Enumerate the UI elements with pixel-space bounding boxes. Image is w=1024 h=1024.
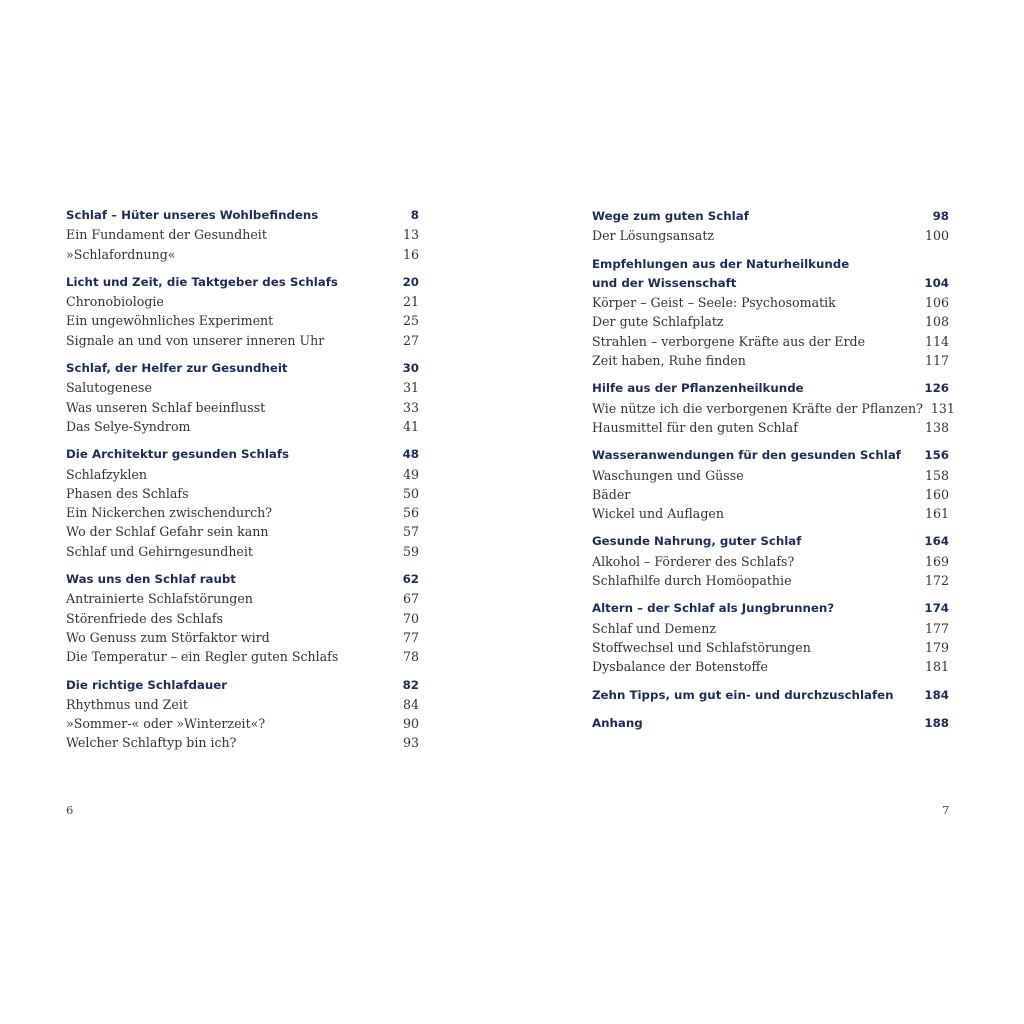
toc-entry-page: 117 — [924, 353, 949, 369]
toc-chapter — [66, 570, 419, 666]
toc-right — [592, 207, 955, 742]
toc-entry — [66, 311, 419, 330]
toc-entry-page: 169 — [924, 553, 949, 569]
chapter-heading — [592, 274, 949, 293]
toc-entry — [592, 226, 949, 245]
chapter-heading-page: 184 — [924, 687, 949, 702]
chapter-heading-title: Die richtige Schlafdauer — [66, 677, 228, 692]
chapter-heading — [592, 599, 949, 618]
chapter-heading-title: Hilfe aus der Pflanzenheilkunde — [592, 381, 804, 396]
toc-entry — [66, 417, 419, 436]
toc-entry-title: Schlafhilfe durch Homöopathie — [592, 573, 792, 589]
toc-entry-page: 27 — [402, 332, 419, 348]
toc-entry-title: Schlaf und Demenz — [592, 620, 716, 636]
toc-entry-title: Ein ungewöhnliches Experiment — [66, 313, 274, 329]
toc-entry-page: 50 — [402, 485, 419, 501]
toc-chapter — [592, 599, 949, 676]
chapter-heading-title: Altern – der Schlaf als Jungbrunnen? — [592, 601, 835, 616]
toc-entry-title: Wo der Schlaf Gefahr sein kann — [66, 524, 269, 540]
chapter-heading-title: Schlaf – Hüter unseres Wohlbefindens — [66, 208, 319, 222]
toc-entry — [66, 484, 419, 503]
toc-entry-title: Chronobiologie — [66, 294, 164, 310]
chapter-heading — [66, 445, 419, 464]
toc-entry-page: 21 — [402, 294, 419, 310]
toc-entry — [66, 398, 419, 417]
toc-chapter — [592, 255, 949, 371]
toc-entry-page: 25 — [402, 313, 419, 329]
chapter-heading-title: und der Wissenschaft — [592, 275, 737, 290]
toc-entry — [592, 504, 949, 523]
chapter-heading — [592, 714, 949, 733]
chapter-heading-title: Was uns den Schlaf raubt — [66, 572, 236, 587]
toc-entry-page: 179 — [924, 639, 949, 655]
toc-entry-page: 84 — [402, 696, 419, 712]
toc-entry — [66, 331, 419, 350]
chapter-heading — [592, 532, 949, 551]
toc-entry-title: »Sommer-« oder »Winterzeit«? — [66, 716, 266, 732]
toc-entry-title: Der gute Schlafplatz — [592, 314, 724, 330]
chapter-heading-title: Die Architektur gesunden Schlafs — [66, 447, 290, 462]
chapter-heading-page: 30 — [402, 361, 419, 376]
page-number: 7 — [942, 803, 950, 817]
chapter-heading-title: Zehn Tipps, um gut ein- und durchzuschlafen — [592, 687, 894, 702]
toc-entry-page: 70 — [402, 610, 419, 626]
toc-entry-title: Signale an und von unserer inneren Uhr — [66, 332, 325, 348]
chapter-heading — [592, 255, 949, 274]
chapter-heading-page: 156 — [924, 448, 949, 463]
toc-entry-title: Stoffwechsel und Schlafstörungen — [592, 639, 811, 655]
toc-entry — [66, 695, 419, 714]
toc-entry — [66, 465, 419, 484]
chapter-heading-title: Gesunde Nahrung, guter Schlaf — [592, 534, 802, 549]
toc-entry — [66, 245, 419, 264]
chapter-heading-title: Schlaf, der Helfer zur Gesundheit — [66, 361, 288, 376]
toc-entry-page: 78 — [402, 649, 419, 665]
toc-entry-title: Ein Fundament der Gesundheit — [66, 227, 267, 243]
toc-entry-page: 49 — [402, 466, 419, 482]
toc-entry — [66, 733, 419, 752]
toc-entry-title: Waschungen und Güsse — [592, 467, 744, 483]
toc-entry-title: Salutogenese — [66, 380, 152, 396]
toc-chapter — [592, 714, 949, 733]
toc-entry-page: 138 — [924, 419, 949, 435]
toc-entry — [592, 485, 949, 504]
chapter-heading — [592, 207, 949, 226]
chapter-heading — [66, 676, 419, 695]
toc-entry-page: 106 — [924, 295, 949, 311]
toc-entry-title: Wickel und Auflagen — [592, 506, 724, 522]
toc-chapter — [66, 359, 419, 436]
chapter-heading — [592, 686, 949, 705]
toc-entry-title: Körper – Geist – Seele: Psychosomatik — [592, 295, 836, 311]
toc-entry-page: 181 — [924, 659, 949, 675]
chapter-heading-title: Licht und Zeit, die Taktgeber des Schlafs — [66, 274, 338, 289]
toc-entry-page: 67 — [402, 591, 419, 607]
toc-entry-page: 56 — [402, 505, 419, 521]
toc-entry — [592, 571, 949, 590]
toc-entry-title: Die Temperatur – ein Regler guten Schlafs — [66, 649, 339, 665]
toc-entry — [66, 542, 419, 561]
toc-entry-page: 31 — [402, 380, 419, 396]
chapter-heading-page: 98 — [932, 209, 949, 223]
toc-entry-title: Welcher Schlaftyp bin ich? — [66, 735, 237, 751]
chapter-heading-page: 48 — [402, 447, 419, 462]
toc-entry — [592, 351, 949, 370]
chapter-heading — [592, 379, 949, 398]
toc-entry-title: Schlafzyklen — [66, 466, 147, 482]
toc-entry — [66, 522, 419, 541]
chapter-heading-page: 82 — [402, 677, 419, 692]
toc-entry — [592, 466, 949, 485]
toc-chapter — [592, 207, 949, 246]
toc-entry — [592, 638, 949, 657]
toc-entry-title: Störenfriede des Schlafs — [66, 610, 223, 626]
toc-entry — [66, 589, 419, 608]
right-page — [512, 0, 1024, 1024]
chapter-heading-page: 20 — [402, 274, 419, 289]
toc-chapter — [66, 206, 419, 264]
toc-entry-page: 59 — [402, 543, 419, 559]
toc-entry-page: 108 — [924, 314, 949, 330]
toc-chapter — [66, 273, 419, 350]
toc-entry-title: Rhythmus und Zeit — [66, 696, 188, 712]
toc-entry-title: Strahlen – verborgene Kräfte aus der Erde — [592, 333, 866, 349]
toc-entry — [66, 292, 419, 311]
toc-entry-page: 177 — [924, 620, 949, 636]
toc-entry-page: 158 — [924, 467, 949, 483]
toc-entry-title: Wo Genuss zum Störfaktor wird — [66, 629, 270, 645]
toc-entry — [66, 647, 419, 666]
toc-entry — [592, 619, 949, 638]
toc-entry — [66, 503, 419, 522]
toc-entry-title: Wie nütze ich die verborgenen Kräfte der Pflanzen? — [592, 400, 923, 416]
toc-entry-title: Alkohol – Förderer des Schlafs? — [592, 553, 795, 569]
toc-entry — [66, 714, 419, 733]
toc-entry-title: Zeit haben, Ruhe finden — [592, 353, 746, 369]
toc-entry-title: »Schlafordnung« — [66, 246, 176, 262]
toc-chapter — [592, 686, 949, 705]
chapter-heading-page: 164 — [924, 534, 949, 549]
toc-chapter — [592, 379, 955, 437]
toc-chapter — [66, 445, 419, 561]
toc-entry-page: 131 — [930, 400, 955, 416]
chapter-heading — [592, 446, 949, 465]
toc-entry-page: 161 — [924, 506, 949, 522]
chapter-heading-page: 62 — [402, 572, 419, 587]
toc-entry-page: 93 — [402, 735, 419, 751]
chapter-heading-page: 174 — [924, 601, 949, 616]
toc-entry-title: Bäder — [592, 486, 631, 502]
chapter-heading-title: Empfehlungen aus der Naturheilkunde — [592, 256, 850, 271]
page-number: 6 — [66, 803, 74, 817]
toc-entry-page: 57 — [402, 524, 419, 540]
chapter-heading-title: Wege zum guten Schlaf — [592, 209, 749, 223]
toc-entry-title: Hausmittel für den guten Schlaf — [592, 419, 798, 435]
chapter-heading-page: 188 — [924, 715, 949, 730]
toc-entry — [592, 552, 949, 571]
toc-entry-page: 90 — [402, 716, 419, 732]
chapter-heading-page: 8 — [410, 208, 419, 222]
chapter-heading-page: 104 — [924, 275, 949, 290]
toc-entry — [66, 628, 419, 647]
toc-entry-title: Dysbalance der Botenstoffe — [592, 659, 768, 675]
toc-entry — [592, 293, 949, 312]
toc-entry-page: 100 — [924, 228, 949, 244]
chapter-heading — [66, 273, 419, 292]
toc-entry-page: 16 — [402, 246, 419, 262]
chapter-heading — [66, 570, 419, 589]
toc-entry-title: Antrainierte Schlafstörungen — [66, 591, 253, 607]
toc-chapter — [66, 676, 419, 753]
toc-entry-page: 160 — [924, 486, 949, 502]
toc-entry — [66, 378, 419, 397]
toc-entry-title: Das Selye-Syndrom — [66, 418, 191, 434]
toc-entry — [66, 609, 419, 628]
chapter-heading-title: Anhang — [592, 715, 643, 730]
toc-entry-page: 172 — [924, 573, 949, 589]
toc-entry — [592, 418, 949, 437]
toc-entry-title: Schlaf und Gehirngesundheit — [66, 543, 253, 559]
toc-entry — [592, 332, 949, 351]
toc-entry — [592, 657, 949, 676]
chapter-heading — [66, 359, 419, 378]
chapter-heading-title: Wasseranwendungen für den gesunden Schlaf — [592, 448, 901, 463]
toc-entry-title: Ein Nickerchen zwischendurch? — [66, 505, 273, 521]
toc-entry-page: 33 — [402, 399, 419, 415]
toc-left — [66, 206, 419, 762]
toc-chapter — [592, 532, 949, 590]
chapter-heading — [66, 206, 419, 225]
toc-entry-page: 77 — [402, 629, 419, 645]
toc-entry-title: Phasen des Schlafs — [66, 485, 189, 501]
toc-entry — [592, 312, 949, 331]
toc-entry-page: 41 — [402, 418, 419, 434]
toc-entry-page: 13 — [402, 227, 419, 243]
chapter-heading-page: 126 — [924, 381, 949, 396]
toc-entry-title: Was unseren Schlaf beeinflusst — [66, 399, 266, 415]
toc-entry-title: Der Lösungsansatz — [592, 228, 715, 244]
toc-entry — [592, 399, 955, 418]
toc-chapter — [592, 446, 949, 523]
toc-entry-page: 114 — [924, 333, 949, 349]
toc-entry — [66, 225, 419, 244]
